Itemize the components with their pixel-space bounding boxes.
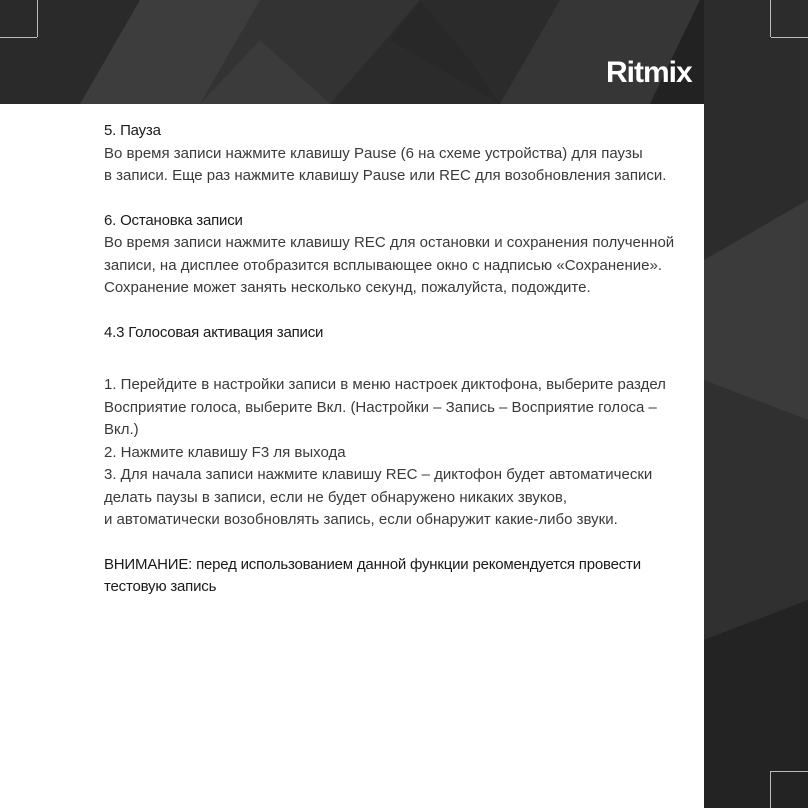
warning-text: тестовую запись <box>104 578 217 595</box>
brand-logo <box>606 56 692 90</box>
spacer <box>104 366 694 374</box>
crop-mark <box>770 0 771 37</box>
manual-content <box>104 120 694 599</box>
side-band <box>704 0 808 808</box>
crop-mark <box>771 771 808 772</box>
brand-logo-text: Ritmix <box>606 56 692 89</box>
paragraph-line: Сохранение может занять несколько секунд, пожалуйста, подождите. <box>104 279 591 296</box>
step-line: 3. Для начала записи нажмите клавишу REC – диктофон будет автоматически <box>104 466 653 483</box>
spacer <box>104 300 694 322</box>
paragraph-line: Во время записи нажмите клавишу REC для остановки и сохранения полученной <box>104 234 675 251</box>
section-heading-pause: 5. Пауза <box>104 122 161 139</box>
step-line: Вкл.) <box>104 421 139 438</box>
paragraph-line: в записи. Еще раз нажмите клавишу Pause или REC для возобновления записи. <box>104 167 667 184</box>
spacer <box>104 344 694 366</box>
section-heading-voice: 4.3 Голосовая активация записи <box>104 323 324 341</box>
crop-mark <box>0 37 37 38</box>
facet-pattern <box>704 0 808 808</box>
crop-mark <box>770 771 771 808</box>
paragraph-line: Во время записи нажмите клавишу Pause (6 на схеме устройства) для паузы <box>104 144 643 162</box>
step-line: 1. Перейдите в настройки записи в меню настроек диктофона, выберите раздел <box>104 376 666 393</box>
step-line: делать паузы в записи, если не будет обнаружено никаких звуков, <box>104 488 568 506</box>
spacer <box>104 532 694 554</box>
warning-text: ВНИМАНИЕ: перед использованием данной функции рекомендуется провести <box>104 555 641 573</box>
step-line: и автоматически возобновлять запись, если обнаружит какие-либо звуки. <box>104 511 618 528</box>
spacer <box>104 188 694 210</box>
section-heading-stop: 6. Остановка записи <box>104 211 243 229</box>
crop-mark <box>771 37 808 38</box>
step-line: Восприятие голоса, выберите Вкл. (Настройки – Запись – Восприятие голоса – <box>104 398 657 416</box>
crop-mark <box>37 0 38 37</box>
step-line: 2. Нажмите клавишу F3 ля выхода <box>104 443 346 461</box>
paragraph-line: записи, на дисплее отобразится всплывающее окно с надписью «Сохранение». <box>104 256 663 274</box>
